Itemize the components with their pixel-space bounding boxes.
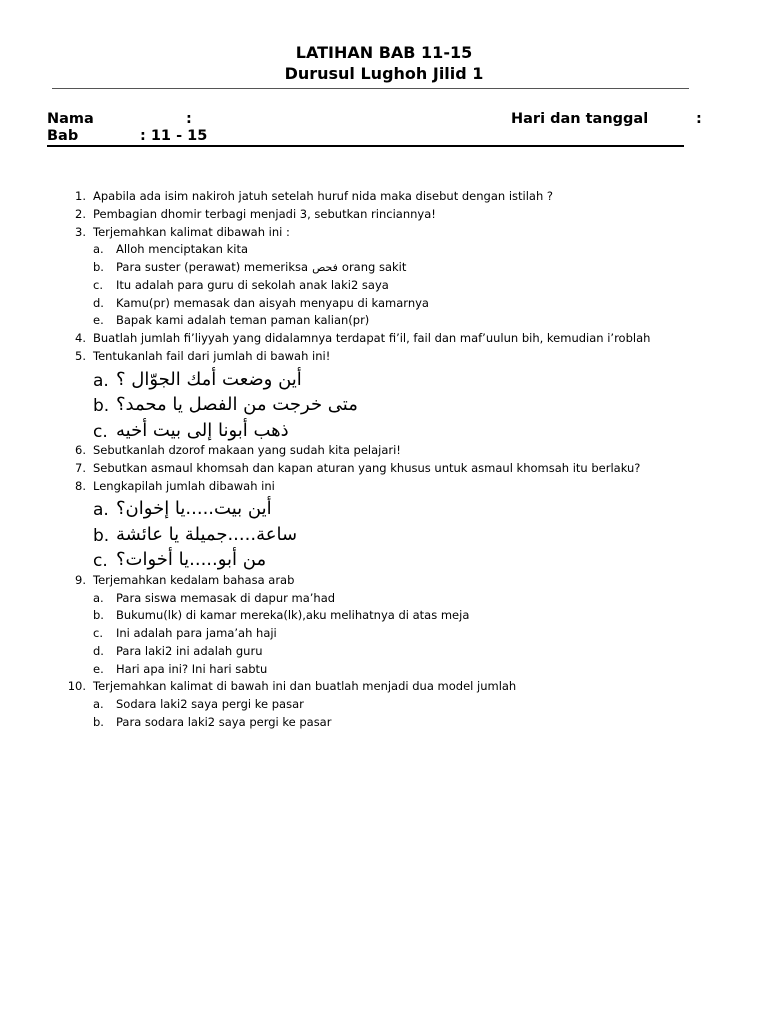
sub-item-letter: c.: [93, 421, 108, 442]
sub-item-letter: b.: [93, 396, 110, 416]
question-number: 4.: [75, 331, 86, 345]
sub-item: [0, 590, 768, 608]
sub-item-text-after: orang sakit: [341, 260, 407, 274]
sub-item-letter: b.: [93, 608, 104, 623]
list-item: [0, 348, 768, 366]
page-subtitle: Durusul Lughoh Jilid 1: [284, 64, 484, 83]
list-item: [0, 478, 768, 496]
question-text: Sebutkan asmaul khomsah dan kapan aturan yang khusus untuk asmaul khomsah itu berlaku?: [93, 460, 641, 475]
bab-label: Bab: [47, 128, 79, 144]
sub-item: [0, 714, 768, 732]
question-text: Pembagian dhomir terbagi menjadi 3, sebutkan rinciannya!: [93, 206, 436, 221]
arabic-sentence: أين بيت.....يا إخوان؟: [116, 498, 272, 520]
title-divider: [52, 88, 689, 89]
sub-item: [0, 312, 768, 330]
arabic-sub-item: [0, 546, 768, 572]
arabic-sentence: ذهب أبونا إلى بيت أخيه: [116, 419, 289, 441]
sub-item-letter: a.: [93, 242, 104, 257]
sub-item-text: Alloh menciptakan kita: [116, 242, 249, 257]
bab-value: : 11 - 15: [140, 128, 208, 144]
sub-item-letter: c.: [93, 277, 103, 292]
list-item: [0, 460, 768, 478]
arabic-sub-item: [0, 417, 768, 443]
arabic-sub-item: [0, 521, 768, 547]
sub-item-text: Ini adalah para jama’ah haji: [116, 626, 277, 640]
sub-item-letter: e.: [93, 661, 104, 676]
hari-label: Hari dan tanggal: [511, 111, 649, 127]
question-text: Terjemahkan kalimat di bawah ini dan buatlah menjadi dua model jumlah: [93, 679, 517, 694]
list-item: [0, 572, 768, 590]
sub-item-text: Para siswa memasak di dapur ma’had: [116, 590, 336, 605]
arabic-sub-item: [0, 391, 768, 417]
sub-item-text: Hari apa ini? Ini hari sabtu: [116, 661, 268, 676]
sub-item-text: Sodara laki2 saya pergi ke pasar: [116, 697, 304, 711]
sub-item: [0, 259, 768, 277]
list-item: [0, 442, 768, 460]
question-text: Terjemahkan kedalam bahasa arab: [93, 572, 295, 587]
question-text: Buatlah jumlah fi’liyyah yang didalamnya terdapat fi’il, fail dan maf’uulun bih, kemudian i’roblah: [93, 331, 651, 345]
sub-item-letter: a.: [93, 590, 104, 605]
sub-item-text: Bukumu(lk) di kamar mereka(lk),aku melihatnya di atas meja: [116, 608, 470, 623]
question-text: Apabila ada isim nakiroh jatuh setelah huruf nida maka disebut dengan istilah ?: [93, 189, 554, 203]
question-number: 9.: [75, 572, 86, 587]
sub-item-letter: c.: [93, 626, 103, 640]
sub-item-letter: e.: [93, 313, 104, 328]
question-text: Sebutkanlah dzorof makaan yang sudah kita pelajari!: [93, 443, 401, 457]
question-number: 6.: [75, 443, 86, 457]
arabic-sentence: أين وضعت أمك الجوّال ؟: [116, 368, 302, 390]
sub-item: [0, 241, 768, 259]
sub-item-letter: a.: [93, 370, 109, 391]
nama-label: Nama: [47, 111, 94, 127]
sub-item-text: Para laki2 ini adalah guru: [116, 643, 263, 658]
list-item: [0, 206, 768, 224]
sub-item: [0, 643, 768, 661]
sub-item: [0, 696, 768, 714]
question-number: 8.: [75, 478, 86, 493]
list-item: [0, 678, 768, 696]
sub-item-text: Para sodara laki2 saya pergi ke pasar: [116, 714, 332, 729]
question-number: 3.: [75, 224, 86, 239]
question-number: 10.: [67, 679, 86, 694]
sub-item-letter: d.: [93, 643, 104, 658]
sub-item-text: [116, 259, 406, 277]
question-list: [0, 188, 768, 732]
sub-item-letter: b.: [93, 525, 110, 546]
sub-item: [0, 295, 768, 313]
sub-item-text: Kamu(pr) memasak dan aisyah menyapu di kamarnya: [116, 295, 429, 310]
sub-item-letter: b.: [93, 714, 104, 729]
page-title: LATIHAN BAB 11-15: [295, 43, 473, 62]
sub-item-letter: a.: [93, 697, 104, 711]
question-number: 7.: [75, 460, 86, 475]
header-divider: [47, 145, 684, 147]
arabic-sentence: ساعة.....جميلة يا عائشة: [116, 523, 298, 545]
sub-item-letter: b.: [93, 260, 104, 274]
arabic-sub-item: [0, 366, 768, 392]
list-item: [0, 188, 768, 206]
sub-item: [0, 607, 768, 625]
hari-colon: :: [696, 111, 702, 127]
sub-item-text: Bapak kami adalah teman paman kalian(pr): [116, 313, 370, 328]
sub-item: [0, 625, 768, 643]
list-item: [0, 224, 768, 242]
list-item: [0, 330, 768, 348]
question-number: 1.: [75, 189, 86, 203]
question-text: Tentukanlah fail dari jumlah di bawah ini!: [93, 348, 331, 363]
sub-item-letter: c.: [93, 551, 108, 572]
sub-item-letter: a.: [93, 500, 109, 521]
sub-item-text: Itu adalah para guru di sekolah anak laki2 saya: [116, 277, 389, 292]
sub-item: [0, 661, 768, 679]
question-number: 2.: [75, 206, 86, 221]
sub-item-text-before: Para suster (perawat) memeriksa: [116, 260, 309, 274]
sub-item-letter: d.: [93, 295, 104, 310]
arabic-sentence: من أبو.....يا أخوات؟: [116, 549, 267, 571]
arabic-sub-item: [0, 495, 768, 521]
sub-item: [0, 277, 768, 295]
nama-colon: :: [186, 111, 192, 127]
arabic-sentence: متى خرجت من الفصل يا محمد؟: [116, 394, 358, 415]
question-number: 5.: [75, 348, 86, 363]
question-text: Lengkapilah jumlah dibawah ini: [93, 478, 275, 493]
question-text: Terjemahkan kalimat dibawah ini :: [93, 224, 290, 239]
arabic-word: فحص: [312, 261, 338, 274]
